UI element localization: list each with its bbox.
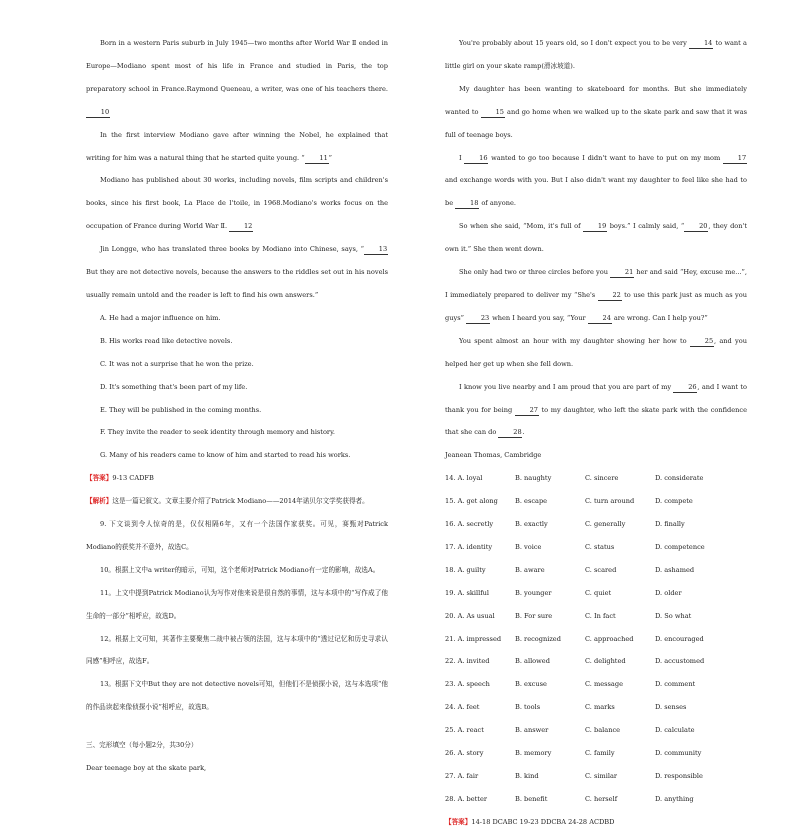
answer-tag: 【答案】 <box>86 474 113 483</box>
letter-signature: Jeanean Thomas, Cambridge <box>445 451 542 460</box>
choice-option: 18. A. guilty <box>445 565 486 574</box>
choice-row <box>445 788 747 811</box>
text: wanted to go too because I didn't want to have to put on my mom <box>488 153 723 162</box>
choice-option: D. comment <box>655 680 696 689</box>
choice-option: 22. A. invited <box>445 657 490 666</box>
letter-paragraph <box>445 376 747 445</box>
blank-13: 13 <box>364 245 388 255</box>
text: , and you helped her get up when she fell down. <box>445 336 747 368</box>
choice-option: B. tools <box>515 703 541 712</box>
choice-option: D. older <box>655 588 682 597</box>
blank-16: 16 <box>464 154 488 164</box>
answer-line <box>86 467 388 490</box>
choice-row <box>445 513 747 536</box>
text: She only had two or three circles before you <box>459 268 611 277</box>
text: My daughter has been wanting to skateboard for months. But she immediately wanted to <box>445 84 747 116</box>
text: , they don't own it.” She then went down. <box>445 222 747 254</box>
choice-option: D. ashamed <box>655 565 695 574</box>
passage-paragraph <box>86 32 388 124</box>
choice-option: B. recognized <box>515 634 561 643</box>
text: to my daughter, who left the skate park with the confidence that she can do <box>445 405 747 437</box>
right-column <box>445 32 747 834</box>
choice-option: C. message <box>585 680 623 689</box>
choice-option: D. senses <box>655 703 687 712</box>
text: to use this park just as much as you guys” <box>445 290 747 322</box>
letter-salutation: Dear teenage boy at the skate park, <box>86 764 207 773</box>
option-d: D. It's something that's been part of my life. <box>100 382 248 391</box>
option-e: E. They will be published in the coming months. <box>100 405 262 414</box>
choice-option: D. anything <box>655 794 694 803</box>
passage-paragraph <box>86 238 388 307</box>
choice-option: 16. A. secretly <box>445 520 494 529</box>
choice-row <box>445 742 747 765</box>
answer-text: 14-18 DCABC 19-23 DDCBA 24-28 ACDBD <box>471 817 615 826</box>
option-g: G. Many of his readers came to know of him and started to read his works. <box>100 451 351 460</box>
text: So when she said, “Mom, it's full of <box>459 222 584 231</box>
choice-row <box>445 559 747 582</box>
choice-option: B. benefit <box>515 794 548 803</box>
analysis-text: 这是一篇记叙文。文章主要介绍了Patrick Modiano——2014年诺贝尔文学奖获得者。 <box>112 497 369 506</box>
choice-option: D. calculate <box>655 726 695 735</box>
blank-15: 15 <box>481 108 505 118</box>
analysis-note: 13。根据下文中But they are not detective novels可知，但他们不是侦探小说，这与本选项“他的作品读起来像侦探小说”相呼应，故选B。 <box>86 680 388 712</box>
analysis-note: 9. 下文谈到令人惊奇的是，仅仅相隔6年，又有一个法国作家获奖。可见，赛甄对Patrick Modiano的获奖并不意外，故选C。 <box>86 520 388 551</box>
choice-row <box>445 582 747 605</box>
option-c: C. It was not a surprise that he won the prize. <box>100 359 254 368</box>
choice-row <box>445 696 747 719</box>
choice-option: 15. A. get along <box>445 497 498 506</box>
choice-option: B. For sure <box>515 611 553 620</box>
paragraph-text: In the first interview Modiano gave after winning the Nobel, he explained that writing for him was a natural thing that he started quite young. “ <box>86 130 388 162</box>
choice-row <box>445 673 747 696</box>
choice-option: B. memory <box>515 749 552 758</box>
paragraph-text: Jin Longge, who has translated three books by Modiano into Chinese, says, “ <box>100 245 364 254</box>
answer-line <box>445 811 747 834</box>
option-a: A. He had a major influence on him. <box>100 313 221 322</box>
choice-option: 28. A. better <box>445 794 488 803</box>
paragraph-text: But they are not detective novels, because the answers to the riddles set out in his novels usually remain untold and the reader is left to find his own answers.” <box>86 268 388 299</box>
choice-row <box>445 490 747 513</box>
blank-23: 23 <box>466 314 490 324</box>
letter-paragraph <box>445 330 747 376</box>
text: I <box>459 153 465 162</box>
choice-option: B. excuse <box>515 680 547 689</box>
choice-option: B. answer <box>515 726 549 735</box>
choice-option: D. accustomed <box>655 657 705 666</box>
choice-option: C. sincere <box>585 474 619 483</box>
text: and exchange words with you. But I also didn't want my daughter to feel like she had to be <box>445 176 747 208</box>
blank-22: 22 <box>598 291 622 301</box>
choice-option: B. escape <box>515 497 548 506</box>
choice-row <box>445 650 747 673</box>
blank-28: 28 <box>498 428 522 438</box>
text: You spent almost an hour with my daughter showing her how to <box>459 336 690 345</box>
text: I know you live nearby and I am proud that you are part of my <box>459 382 674 391</box>
choice-row <box>445 765 747 788</box>
blank-10: 10 <box>86 108 110 118</box>
choice-option: D. compete <box>655 497 693 506</box>
blank-12: 12 <box>229 222 253 232</box>
choice-option: C. status <box>585 542 615 551</box>
blank-26: 26 <box>673 383 697 393</box>
choice-option: 14. A. loyal <box>445 474 483 483</box>
option-b: B. His works read like detective novels. <box>100 336 233 345</box>
letter-paragraph <box>445 32 747 78</box>
choice-option: B. naughty <box>515 474 552 483</box>
paragraph-text: Modiano has published about 30 works, including novels, film scripts and children's books, since his first book, La Place de l'toile, in 1968.Modiano's works focus on the occupation of France during World War Ⅱ. <box>86 176 388 231</box>
section-title: 三、完形填空（每小题2分，共30分） <box>86 741 198 750</box>
choice-option: D. competence <box>655 542 705 551</box>
choice-option: C. marks <box>585 703 615 712</box>
letter-paragraph <box>445 215 747 261</box>
choice-row <box>445 467 747 490</box>
letter-paragraph <box>445 261 747 330</box>
blank-21: 21 <box>610 268 634 278</box>
choice-option: D. encouraged <box>655 634 704 643</box>
option-f: F. They invite the reader to seek identity through memory and history. <box>100 428 336 437</box>
letter-paragraph <box>445 147 747 216</box>
choice-option: D. considerate <box>655 474 704 483</box>
analysis-note: 11。上文中提到Patrick Modiano认为写作对他来说是很自然的事情，这与本项中的“写作成了他生命的一部分”相呼应，故选D。 <box>86 588 388 620</box>
text: , and I want to thank you for being <box>445 382 748 414</box>
text: when I heard you say, “Your <box>490 313 588 322</box>
blank-19: 19 <box>583 222 607 232</box>
choice-option: 21. A. impressed <box>445 634 502 643</box>
choice-option: C. herself <box>585 794 618 803</box>
choice-option: 26. A. story <box>445 749 484 758</box>
options-list <box>86 307 388 467</box>
choice-option: C. In fact <box>585 611 616 620</box>
analysis-note: 10。根据上文中a writer的暗示，可知，这个老师对Patrick Modiano有一定的影响，故选A。 <box>100 565 380 574</box>
choice-option: C. similar <box>585 772 618 780</box>
answer-text: 9-13 CADFB <box>112 474 154 483</box>
choice-option: D. So what <box>655 611 692 620</box>
choice-option: 25. A. react <box>445 726 484 735</box>
choice-row <box>445 719 747 742</box>
choice-option: B. voice <box>515 542 542 551</box>
choice-option: C. balance <box>585 726 621 735</box>
choice-option: C. delighted <box>585 657 626 666</box>
analysis-line <box>86 490 388 513</box>
choice-option: B. younger <box>515 588 552 597</box>
choice-option: C. generally <box>585 520 626 529</box>
text: . <box>522 428 525 437</box>
choice-option: 23. A. speech <box>445 680 490 689</box>
choice-option: 27. A. fair <box>445 772 479 780</box>
left-column <box>86 32 388 780</box>
choice-option: C. turn around <box>585 497 635 506</box>
blank-17: 17 <box>723 154 747 164</box>
choice-option: B. exactly <box>515 520 548 529</box>
blank-20: 20 <box>684 222 708 232</box>
choice-row <box>445 536 747 559</box>
passage-paragraph <box>86 124 388 170</box>
text: You're probably about 15 years old, so I don't expect you to be very <box>459 39 690 47</box>
answer-tag: 【答案】 <box>445 817 472 826</box>
choice-option: 17. A. identity <box>445 542 493 551</box>
choice-option: C. approached <box>585 634 634 643</box>
choice-option: C. quiet <box>585 588 612 597</box>
blank-14: 14 <box>689 39 713 49</box>
choice-option: 19. A. skillful <box>445 588 490 597</box>
text: of anyone. <box>479 199 516 208</box>
close-quote: ” <box>328 153 332 162</box>
letter-paragraph <box>445 78 747 147</box>
text: her and said “Hey, excuse me...”, I immediately prepared to deliver my “She's <box>445 268 747 299</box>
choice-option: D. community <box>655 749 702 758</box>
text: boys.” I calmly said, “ <box>607 222 685 231</box>
blank-24: 24 <box>588 314 612 324</box>
choice-option: 20. A. As usual <box>445 611 495 620</box>
choice-option: C. family <box>585 749 615 758</box>
blank-11: 11 <box>305 154 329 164</box>
choice-option: C. scared <box>585 565 617 574</box>
blank-18: 18 <box>455 199 479 209</box>
text: are wrong. Can I help you?” <box>611 313 708 322</box>
paragraph-text: Born in a western Paris suburb in July 1945—two months after World War Ⅱ ended in Europe—Modiano spent most of his life in France and studied in Paris, the top preparatory school in France.Raymond Queneau, a writer, was one of his teachers there. <box>86 39 388 93</box>
passage-paragraph <box>86 169 388 238</box>
choice-row <box>445 628 747 651</box>
choice-option: D. finally <box>655 520 685 529</box>
blank-27: 27 <box>515 406 539 416</box>
choice-option: B. kind <box>515 772 539 780</box>
text: and go home when we walked up to the skate park and saw that it was full of teenage boys. <box>445 107 748 139</box>
choice-option: D. responsible <box>655 772 703 780</box>
analysis-tag: 【解析】 <box>86 497 113 506</box>
blank-25: 25 <box>690 337 714 347</box>
choices-table <box>445 467 747 811</box>
choice-option: B. allowed <box>515 657 550 666</box>
text: to want a little girl on your skate ramp(滑冰坡道). <box>445 39 747 70</box>
choice-option: 24. A. feet <box>445 703 480 712</box>
choice-option: B. aware <box>515 565 545 574</box>
analysis-note: 12。根据上文可知，其著作主要聚焦二战中被占领的法国，这与本项中的“透过记忆和历史寻求认同感”相呼应，故选F。 <box>86 634 388 666</box>
choice-row <box>445 605 747 628</box>
